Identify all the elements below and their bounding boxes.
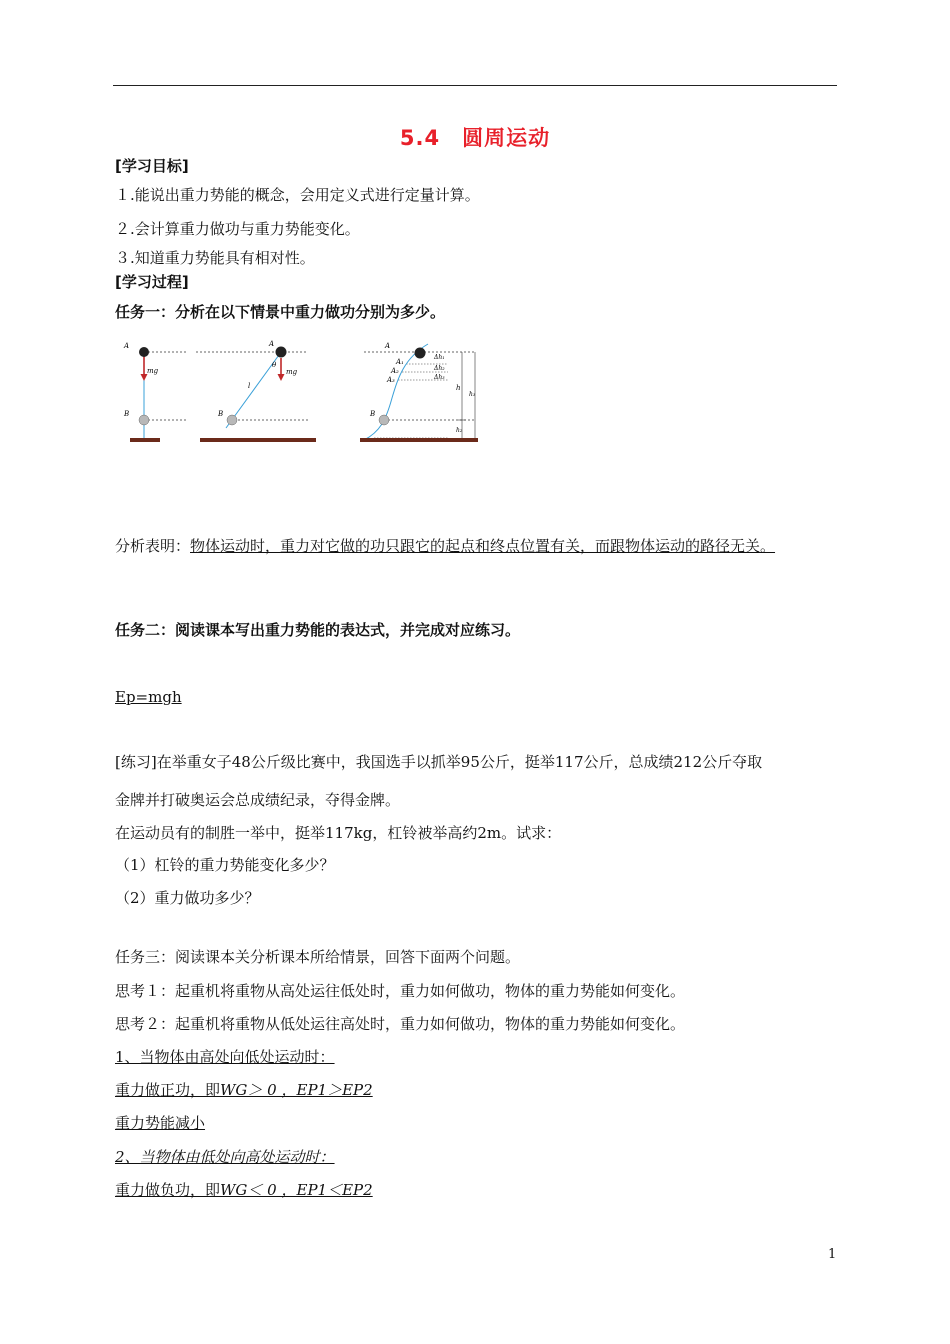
label-h2: h₂	[456, 427, 463, 434]
analysis-prefix: 分析表明：	[115, 537, 191, 555]
label-a-3: A	[385, 342, 391, 350]
case2-work	[115, 1180, 373, 1200]
label-dh2: Δh₂	[434, 365, 445, 372]
page-title: 5.4 圆周运动	[399, 126, 551, 150]
label-mg-1: mg	[147, 367, 159, 375]
case1-title: 1、当物体由高处向低处运动时：	[115, 1048, 335, 1066]
case2-work-text: 重力做负功，即	[115, 1181, 221, 1199]
gravity-work-figure	[118, 336, 488, 454]
goal-item-3: ３.知道重力势能具有相对性。	[115, 249, 315, 267]
label-b-2: B	[218, 410, 224, 418]
formula-ep: Ep=mgh	[115, 688, 182, 706]
label-a-2: A	[269, 340, 275, 348]
question-2: （2）重力做功多少？	[115, 889, 260, 907]
task1-heading: 任务一：分析在以下情景中重力做功分别为多少。	[115, 303, 446, 321]
case1-formula: WG＞ 0 ，EP1＞EP2	[220, 1081, 373, 1099]
task3-heading: 任务三：阅读课本关分析课本所给情景，回答下面两个问题。	[115, 948, 521, 966]
label-dh1: Δh₁	[434, 354, 445, 361]
label-dh3: Δh₃	[434, 374, 445, 381]
analysis-line	[115, 536, 775, 556]
figure-panel-curve	[360, 342, 478, 442]
figure-panel-incline	[196, 340, 316, 442]
exercise-line-2: 金牌并打破奥运会总成绩纪录，夺得金牌。	[115, 791, 401, 809]
label-a1: A₁	[396, 358, 404, 366]
exercise-line-3: 在运动员有的制胜一举中，挺举117kg，杠铃被举高约2m。试求：	[115, 824, 562, 842]
exercise-line-1: [练习]在举重女子48公斤级比赛中，我国选手以抓举95公斤，挺举117公斤，总成绩212公斤夺取	[115, 753, 763, 771]
think-1: 思考１：起重机将重物从高处运往低处时，重力如何做功，物体的重力势能如何变化。	[115, 982, 686, 1000]
task2-heading: 任务二：阅读课本写出重力势能的表达式，并完成对应练习。	[115, 621, 521, 639]
case1-work	[115, 1080, 373, 1100]
goal-item-2: ２.会计算重力做功与重力势能变化。	[115, 220, 360, 238]
goal-item-1: １.能说出重力势能的概念，会用定义式进行定量计算。	[115, 186, 480, 204]
header-rule	[113, 85, 837, 86]
label-h1: h₁	[469, 391, 476, 398]
case1-result: 重力势能减小	[115, 1114, 206, 1132]
label-h: h	[456, 384, 461, 392]
label-a-1: A	[124, 342, 130, 350]
label-a2: A₂	[391, 367, 399, 375]
question-1: （1）杠铃的重力势能变化多少？	[115, 856, 335, 874]
think-2: 思考２：起重机将重物从低处运往高处时，重力如何做功，物体的重力势能如何变化。	[115, 1015, 686, 1033]
case2-formula: WG＜ 0 ，EP1＜EP2	[220, 1181, 373, 1199]
page-number: 1	[828, 1247, 837, 1262]
case1-work-text: 重力做正功，即	[115, 1081, 221, 1099]
case2-title: 2、当物体由低处向高处运动时：	[115, 1148, 335, 1166]
section-goals-heading: [学习目标]	[115, 157, 189, 175]
section-process-heading: [学习过程]	[115, 273, 189, 291]
label-l: l	[248, 382, 251, 390]
label-b-3: B	[370, 410, 376, 418]
figure-panel-vertical	[123, 342, 188, 442]
label-b-1: B	[124, 410, 130, 418]
label-mg-2: mg	[286, 368, 298, 376]
label-a3: A₃	[387, 376, 395, 384]
label-theta: θ	[272, 361, 277, 369]
analysis-conclusion: 物体运动时，重力对它做的功只跟它的起点和终点位置有关，而跟物体运动的路径无关。	[190, 537, 776, 555]
